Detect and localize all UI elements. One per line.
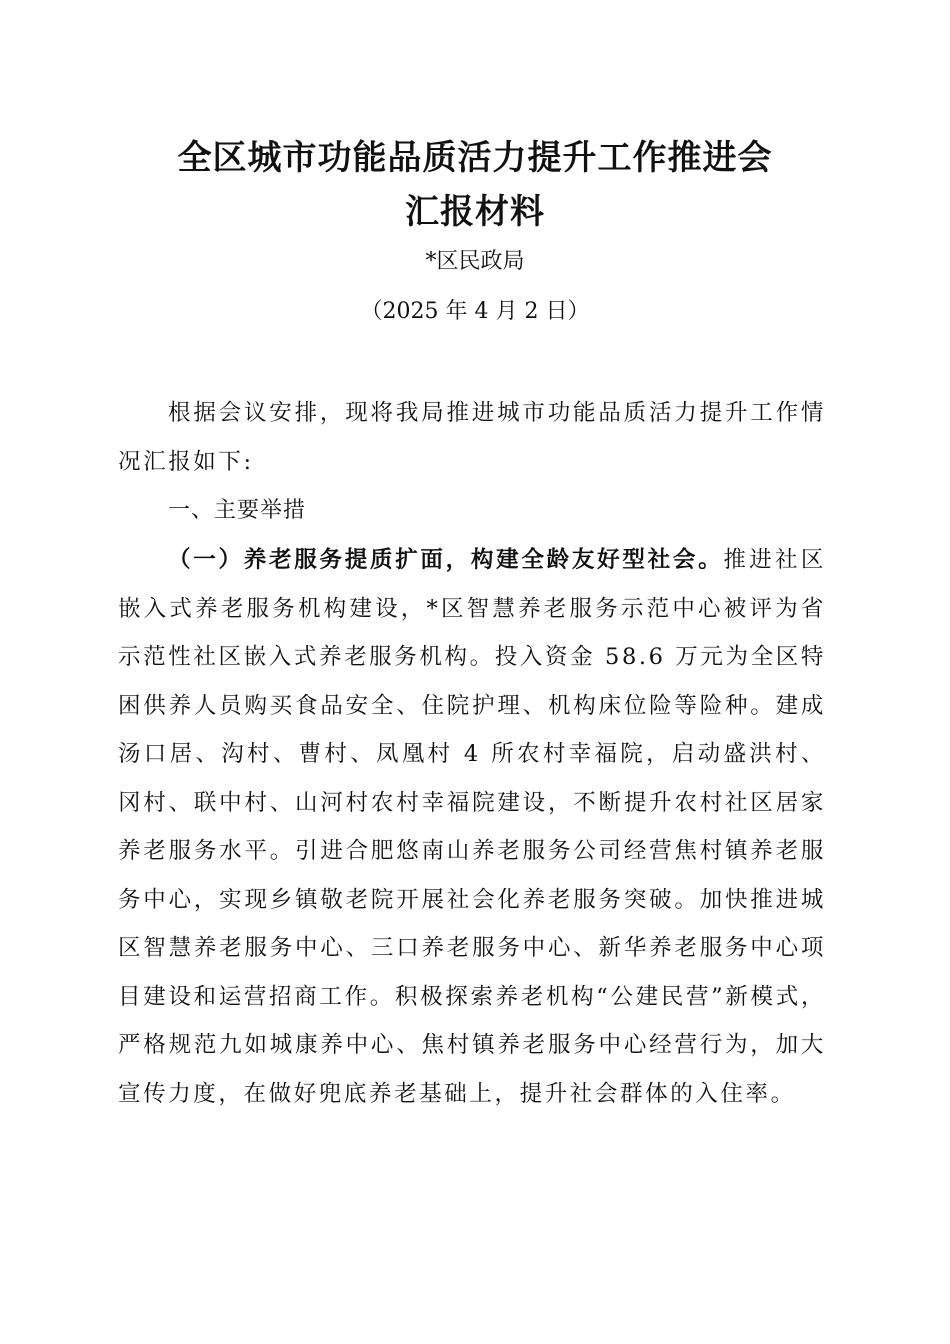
issuing-organization: *区民政局	[425, 249, 525, 274]
section-heading: 一、主要举措	[168, 498, 307, 523]
intro-paragraph: 根据会议安排，现将我局推进城市功能品质活力提升工作情况汇报如下:	[118, 400, 826, 475]
document-date: （2025 年 4 月 2 日）	[360, 299, 590, 324]
document-title-line-1: 全区城市功能品质活力提升工作推进会	[177, 138, 773, 178]
document-title-line-2: 汇报材料	[405, 192, 545, 232]
subsection-paragraph	[118, 536, 826, 1118]
subsection-text: 推进社区嵌入式养老服务机构建设，*区智慧养老服务示范中心被评为省示范性社区嵌入式养老服务机构。投入资金 58.6 万元为全区特困供养人员购买食品安全、住院护理、机构床位险等险种。建成汤口居、沟村、曹村、凤凰村 4 所农村幸福院，启动盛洪村、冈村、联中村、山河村农村幸福院建设，不断提升农村社区居家养老服务水平。引进合肥悠南山养老服务公司经营焦村镇养老服务中心，实现乡镇敬老院开展社会化养老服务突破。加快推进城区智慧养老服务中心、三口养老服务中心、新华养老服务中心项目建设和运营招商工作。积极探索养老机构“公建民营”新模式，严格规范九如城康养中心、焦村镇养老服务中心经营行为，加大宣传力度，在做好兜底养老基础上，提升社会群体的入住率。	[118, 547, 826, 1107]
subsection-lead: （一）养老服务提质扩面，构建全龄友好型社会。	[168, 547, 724, 573]
